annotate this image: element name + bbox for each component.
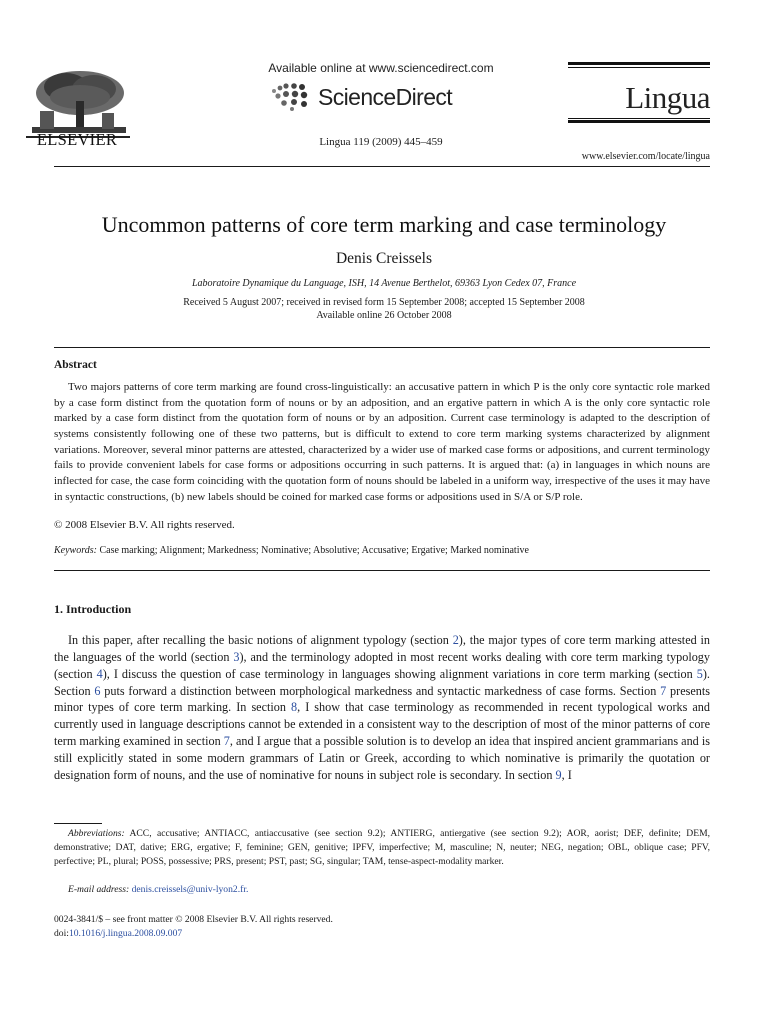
abstract-bottom-divider — [54, 570, 710, 571]
section-ref-link[interactable]: 7 — [223, 734, 230, 749]
abbreviations-label: Abbreviations: — [68, 828, 125, 839]
doi-line — [54, 928, 182, 939]
text-run: , I show that case terminology as recommended in recent typological works and currently used in language descriptions cannot be extended in a consistent way to the description of most of the minor patterns of core term marking examined in section — [54, 700, 710, 749]
journal-url[interactable]: www.elsevier.com/locate/lingua — [581, 151, 710, 162]
text-run: puts forward a distinction between morphological markedness and syntactic markedness of case forms. Section — [100, 683, 661, 698]
text-run: ), the major types of core term marking attested in the languages of the world (section — [54, 633, 710, 664]
abstract-copyright: © 2008 Elsevier B.V. All rights reserved. — [54, 519, 235, 531]
section-ref-link[interactable]: 6 — [94, 683, 101, 698]
text-run: ), I discuss the question of case terminology in languages showing alignment variations in core term marking (section — [102, 666, 697, 681]
publisher-name: ELSEVIER — [36, 130, 118, 149]
footnote-divider — [54, 823, 102, 824]
section-ref-link[interactable]: 4 — [96, 666, 103, 681]
author-affiliation: Laboratoire Dynamique du Language, ISH, 14 Avenue Berthelot, 69363 Lyon Cedex 07, France — [191, 278, 577, 289]
sciencedirect-logo-text: ScienceDirect — [318, 84, 453, 110]
text-run: , I — [561, 767, 572, 782]
sciencedirect-dots-icon — [268, 83, 316, 111]
abstract-heading: Abstract — [54, 359, 97, 371]
received-dates: Received 5 August 2007; received in revised form 15 September 2008; accepted 15 September 2008 — [183, 297, 585, 308]
lingua-bottom-rule — [568, 118, 710, 123]
email-footnote — [68, 884, 248, 895]
text-run: , and I argue that a possible solution is to develop an idea that inspired ancient grammarians and is still explicitly stated in some modern grammars of Latin or Greek, according to which nominative is primarily the quotation or designation form of nouns, and the use of nominative for nouns in subject role is secondary. In section — [54, 734, 710, 782]
section-ref-link[interactable]: 3 — [233, 649, 240, 664]
lingua-top-rule — [568, 62, 710, 70]
doi-prefix: doi: — [54, 928, 69, 939]
header-divider — [54, 166, 710, 167]
text-run: ). Section — [54, 666, 710, 698]
email-link[interactable]: denis.creissels@univ-lyon2.fr. — [131, 884, 249, 895]
issn-line: 0024-3841/$ – see front matter © 2008 Elsevier B.V. All rights reserved. — [54, 914, 333, 925]
keywords-label: Keywords: — [54, 545, 97, 556]
email-label: E-mail address: — [68, 884, 130, 895]
section-ref-link[interactable]: 7 — [660, 683, 667, 698]
section-ref-link[interactable]: 9 — [555, 767, 562, 782]
section-ref-link[interactable]: 8 — [291, 700, 298, 715]
section-heading-introduction: 1. Introduction — [54, 602, 132, 616]
introduction-paragraph — [54, 632, 710, 784]
keywords-line — [54, 545, 710, 556]
keywords-list: Case marking; Alignment; Markedness; Nominative; Absolutive; Accusative; Ergative; Marked nominative — [99, 545, 529, 556]
author-name: Denis Creissels — [335, 250, 432, 267]
section-ref-link[interactable]: 2 — [452, 633, 459, 647]
text-run: In this paper, after recalling the basic notions of alignment typology (section — [68, 633, 453, 647]
available-online-notice[interactable]: Available online at www.sciencedirect.com — [268, 61, 494, 75]
abstract-top-divider — [54, 347, 710, 348]
abbreviations-footnote — [54, 827, 710, 869]
text-run: ), and the terminology adopted in most recent works dealing with core term marking typology (section — [54, 649, 710, 681]
article-title: Uncommon patterns of core term marking and case terminology — [101, 212, 667, 237]
text-run: presents minor types of core term marking. In section — [54, 683, 710, 715]
journal-name-logo: Lingua — [625, 80, 710, 115]
abstract-text: Two majors patterns of core term marking are found cross-linguistically: an accusative pattern in which P is the only core syntactic role marked by a case form distinct from the quotation form of nouns or by an adposition, and an ergative pattern in which A is the only core syntactic role marked by a case form distinct from the quotation form of nouns or by an adposition. Current case terminology is adapted to the description of systems consistently following one of these two patterns, but is difficult to extend to core term marking systems characterized by alignment variations. Moreover, several minor patterns are attested, characterized by a wider use of marked case forms or adpositions, and current terminology fails to provide convenient labels for case forms or adpositions occurring in such patterns. It is argued that: (a) in languages in which nouns are inflected for case, the case form coinciding with the quotation form of nouns should be labeled in a uniform way, irrespective of the uses it may have in syntactic constructions, (b) new labels should be coined for marked case forms or adpositions used in S/A or S/P role. — [54, 381, 710, 503]
doi-link[interactable]: 10.1016/j.lingua.2008.09.007 — [68, 928, 183, 939]
section-ref-link[interactable]: 5 — [696, 666, 703, 681]
available-online-date: Available online 26 October 2008 — [316, 310, 452, 321]
abbreviations-text: ACC, accusative; ANTIACC, antiaccusative (see section 9.2); ANTIERG, antiergative (see section 9.2); AOR, aorist; DEF, definite; DEM, demonstrative; DAT, dative; ERG, ergative; F, feminine; GEN, genitive; IPFV, imperfective; M, masculine; N, neuter; NEG, negation; OBL, oblique case; PFV, perfective; PL, plural; POSS, possessive; PRS, present; PST, past; SG, singular; TAM, tense-aspect-modality marker. — [54, 828, 710, 868]
journal-reference: Lingua 119 (2009) 445–459 — [319, 136, 443, 148]
